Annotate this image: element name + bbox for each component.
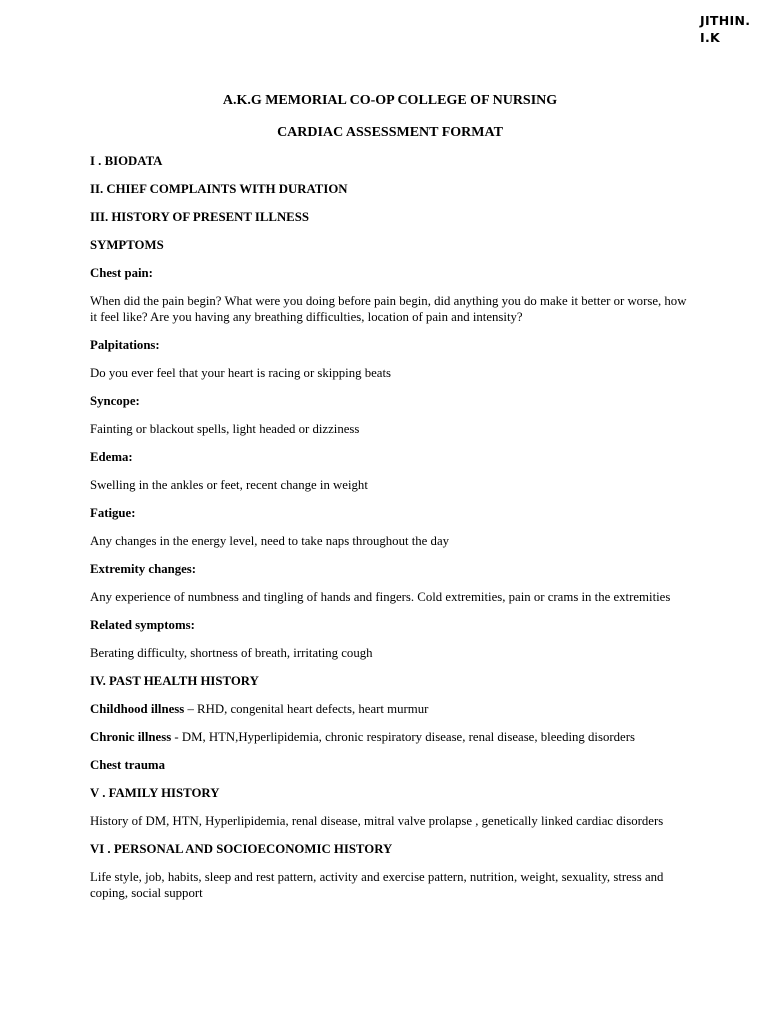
section-present-illness: III. HISTORY OF PRESENT ILLNESS [90,210,309,224]
section-chief-complaints: II. CHIEF COMPLAINTS WITH DURATION [90,182,348,196]
document-body [90,92,690,913]
chronic-illness-entry [90,729,690,745]
symptom-label-related-symptoms: Related symptoms: [90,618,195,632]
symptom-label-edema: Edema: [90,450,133,464]
document-title: CARDIAC ASSESSMENT FORMAT [277,125,503,140]
chronic-illness-text: - DM, HTN,Hyperlipidemia, chronic respiratory disease, renal disease, bleeding disorders [171,730,635,744]
symptom-label-palpitations: Palpitations: [90,338,160,352]
symptom-text-fatigue: Any changes in the energy level, need to take naps throughout the day [90,534,450,548]
symptom-label-syncope: Syncope: [90,394,140,408]
author-name-line-1: JITHIN. [700,13,751,28]
section-symptoms: SYMPTOMS [90,238,164,252]
symptom-text-syncope: Fainting or blackout spells, light headed or dizziness [90,422,360,436]
chest-trauma-label: Chest trauma [90,758,165,772]
institution-title: A.K.G MEMORIAL CO-OP COLLEGE OF NURSING [222,93,558,108]
symptom-label-extremity-changes: Extremity changes: [90,562,197,576]
symptom-text-related-symptoms: Berating difficulty, shortness of breath, irritating cough [90,646,373,660]
symptom-text-edema: Swelling in the ankles or feet, recent change in weight [90,478,368,492]
section-past-health-history: IV. PAST HEALTH HISTORY [90,674,259,688]
section-biodata: I . BIODATA [90,154,163,168]
chronic-illness-label: Chronic illness [90,730,172,744]
symptom-label-chest-pain: Chest pain: [90,266,153,280]
personal-history-text: Life style, job, habits, sleep and rest pattern, activity and exercise pattern, nutrition, weight, sexuality, stress and coping, social support [90,870,664,900]
section-personal-socioeconomic-history: VI . PERSONAL AND SOCIOECONOMIC HISTORY [90,842,393,856]
symptom-text-extremity-changes: Any experience of numbness and tingling of hands and fingers. Cold extremities, pain or crams in the extremities [90,590,671,604]
childhood-illness-label: Childhood illness [90,702,185,716]
childhood-illness-entry [90,701,690,717]
childhood-illness-text: – RHD, congenital heart defects, heart murmur [184,702,429,716]
author-name-line-2: I.K [700,30,720,45]
symptom-text-chest-pain: When did the pain begin? What were you doing before pain begin, did anything you do make it better or worse, how it feel like? Are you having any breathing difficulties, location of pain and intensity? [90,294,687,324]
author-name [700,12,750,46]
symptom-label-fatigue: Fatigue: [90,506,136,520]
section-family-history: V . FAMILY HISTORY [90,786,220,800]
family-history-text: History of DM, HTN, Hyperlipidemia, renal disease, mitral valve prolapse , genetically linked cardiac disorders [90,814,664,828]
symptom-text-palpitations: Do you ever feel that your heart is racing or skipping beats [90,366,391,380]
